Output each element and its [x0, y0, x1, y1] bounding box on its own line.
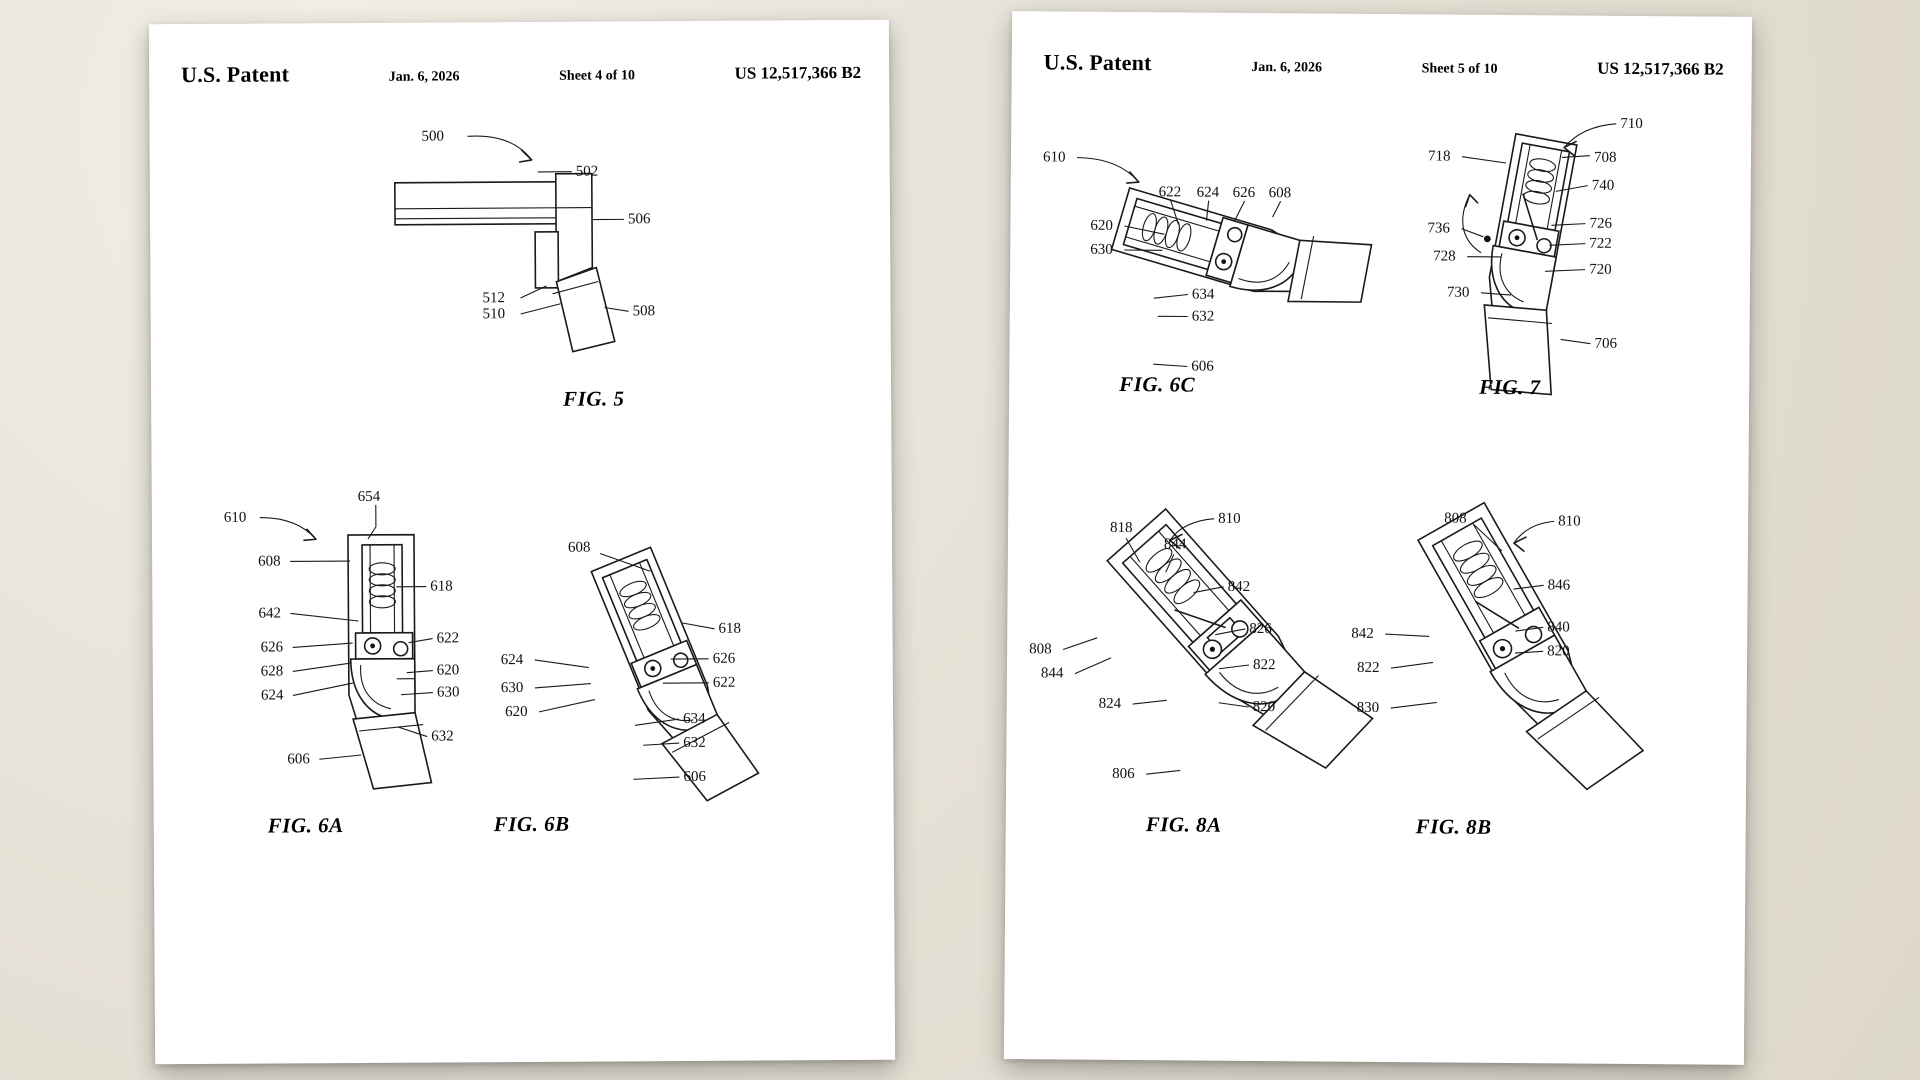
- figure-7-drawing: [1364, 98, 1696, 401]
- ref-620-fig6a: 620: [436, 662, 460, 679]
- ref-608-fig6c: 608: [1268, 185, 1292, 202]
- patent-date-2: Jan. 6, 2026: [1251, 59, 1323, 76]
- ref-620-fig6c: 620: [1090, 217, 1114, 234]
- ref-632-fig6b: 632: [683, 734, 706, 752]
- ref-722: 722: [1589, 235, 1612, 252]
- ref-736: 736: [1427, 220, 1450, 237]
- ref-822-fig8a: 822: [1252, 657, 1276, 674]
- page-header-sheet-5: [1044, 49, 1724, 80]
- figure-caption-fig-5: FIG. 5: [563, 386, 625, 411]
- ref-606-fig6a: 606: [287, 751, 310, 768]
- ref-726: 726: [1589, 215, 1613, 232]
- figure-6c-drawing: [1027, 115, 1359, 398]
- sheet-indicator: Sheet 4 of 10: [559, 68, 635, 84]
- ref-844-top: 844: [1163, 536, 1187, 553]
- ref-622-fig6a: 622: [436, 630, 460, 647]
- ref-740: 740: [1591, 177, 1615, 194]
- ref-626-fig6b: 626: [712, 650, 736, 667]
- ref-632-fig6a: 632: [431, 728, 454, 745]
- patent-office-title: U.S. Patent: [181, 61, 290, 88]
- figure-caption-fig-6b: FIG. 6B: [493, 811, 570, 837]
- figure-8b-drawing: [1336, 480, 1679, 813]
- ref-632-fig6c: 632: [1191, 308, 1215, 325]
- ref-710: 710: [1620, 115, 1643, 133]
- ref-624-fig6c: 624: [1196, 184, 1220, 201]
- figure-caption-fig-8b: FIG. 8B: [1415, 814, 1492, 839]
- ref-606-fig6b: 606: [683, 768, 706, 786]
- figure-caption-fig-7: FIG. 7: [1479, 374, 1541, 400]
- ref-622-fig6b: 622: [712, 674, 736, 691]
- patent-number: US 12,517,366 B2: [734, 62, 862, 83]
- ref-824: 824: [1098, 695, 1122, 712]
- ref-608-fig6b: 608: [567, 539, 591, 556]
- figure-5-drawing: [359, 110, 781, 383]
- ref-618-fig6a: 618: [430, 578, 453, 595]
- figure-8a-drawing: [1026, 477, 1369, 810]
- ref-500: 500: [421, 128, 445, 145]
- patent-office-title-2: U.S. Patent: [1043, 49, 1152, 76]
- figure-6b-drawing: [482, 510, 814, 812]
- ref-506: 506: [627, 211, 651, 228]
- patent-page-sheet-5: [1004, 11, 1752, 1065]
- ref-840: 840: [1547, 619, 1570, 636]
- ref-630-fig6b: 630: [500, 679, 524, 697]
- figure-caption-fig-6c: FIG. 6C: [1119, 371, 1196, 397]
- ref-622-fig6c: 622: [1158, 184, 1182, 201]
- patent-date: Jan. 6, 2026: [388, 69, 460, 85]
- ref-808-fig8b: 808: [1444, 510, 1467, 527]
- ref-730: 730: [1446, 284, 1470, 301]
- ref-628: 628: [260, 663, 284, 680]
- ref-842-fig8a: 842: [1227, 578, 1251, 595]
- figure-caption-fig-6a: FIG. 6A: [267, 813, 344, 838]
- ref-822-fig8b: 822: [1356, 659, 1380, 677]
- ref-508: 508: [632, 303, 656, 320]
- ref-626-fig6a: 626: [260, 639, 284, 656]
- ref-820-fig8a: 820: [1252, 699, 1276, 716]
- ref-654: 654: [357, 488, 381, 506]
- ref-606-fig6c: 606: [1191, 358, 1214, 375]
- ref-818: 818: [1110, 519, 1133, 537]
- ref-634-fig6b: 634: [683, 710, 706, 728]
- ref-642: 642: [258, 605, 281, 622]
- patent-number-2: US 12,517,366 B2: [1597, 58, 1724, 79]
- ref-808-fig8a: 808: [1029, 641, 1052, 658]
- ref-718: 718: [1427, 148, 1451, 165]
- sheet-indicator-2: Sheet 5 of 10: [1421, 61, 1498, 77]
- ref-820-fig8b: 820: [1547, 643, 1570, 660]
- ref-846: 846: [1547, 577, 1571, 594]
- figure-caption-fig-8a: FIG. 8A: [1145, 812, 1222, 837]
- ref-630-fig6c: 630: [1090, 241, 1113, 258]
- ref-810-fig8a: 810: [1218, 510, 1241, 527]
- ref-620-fig6b: 620: [504, 703, 528, 721]
- patent-page-sheet-4: [149, 20, 895, 1065]
- ref-706: 706: [1594, 335, 1618, 352]
- ref-630-fig6a: 630: [436, 684, 460, 701]
- ref-624-fig6a: 624: [260, 687, 284, 704]
- ref-618-fig6b: 618: [718, 620, 742, 637]
- ref-844-left: 844: [1040, 665, 1064, 682]
- ref-708: 708: [1593, 149, 1617, 166]
- ref-830: 830: [1356, 699, 1380, 717]
- ref-826: 826: [1249, 620, 1272, 638]
- ref-842-fig8b: 842: [1351, 625, 1374, 642]
- ref-626-fig6c: 626: [1232, 184, 1256, 202]
- ref-624-fig6b: 624: [500, 651, 524, 669]
- ref-728: 728: [1433, 248, 1456, 265]
- ref-610-fig6c: 610: [1042, 149, 1066, 166]
- ref-608-fig6a: 608: [258, 553, 281, 570]
- ref-634-fig6c: 634: [1191, 286, 1215, 303]
- ref-810-fig8b: 810: [1558, 513, 1581, 530]
- ref-610-fig6a: 610: [223, 509, 247, 526]
- ref-720: 720: [1589, 261, 1612, 278]
- ref-806: 806: [1112, 765, 1135, 783]
- ref-510: 510: [482, 306, 506, 323]
- page-header-sheet-4: [181, 58, 861, 88]
- ref-502: 502: [575, 163, 599, 180]
- ref-512: 512: [482, 290, 506, 307]
